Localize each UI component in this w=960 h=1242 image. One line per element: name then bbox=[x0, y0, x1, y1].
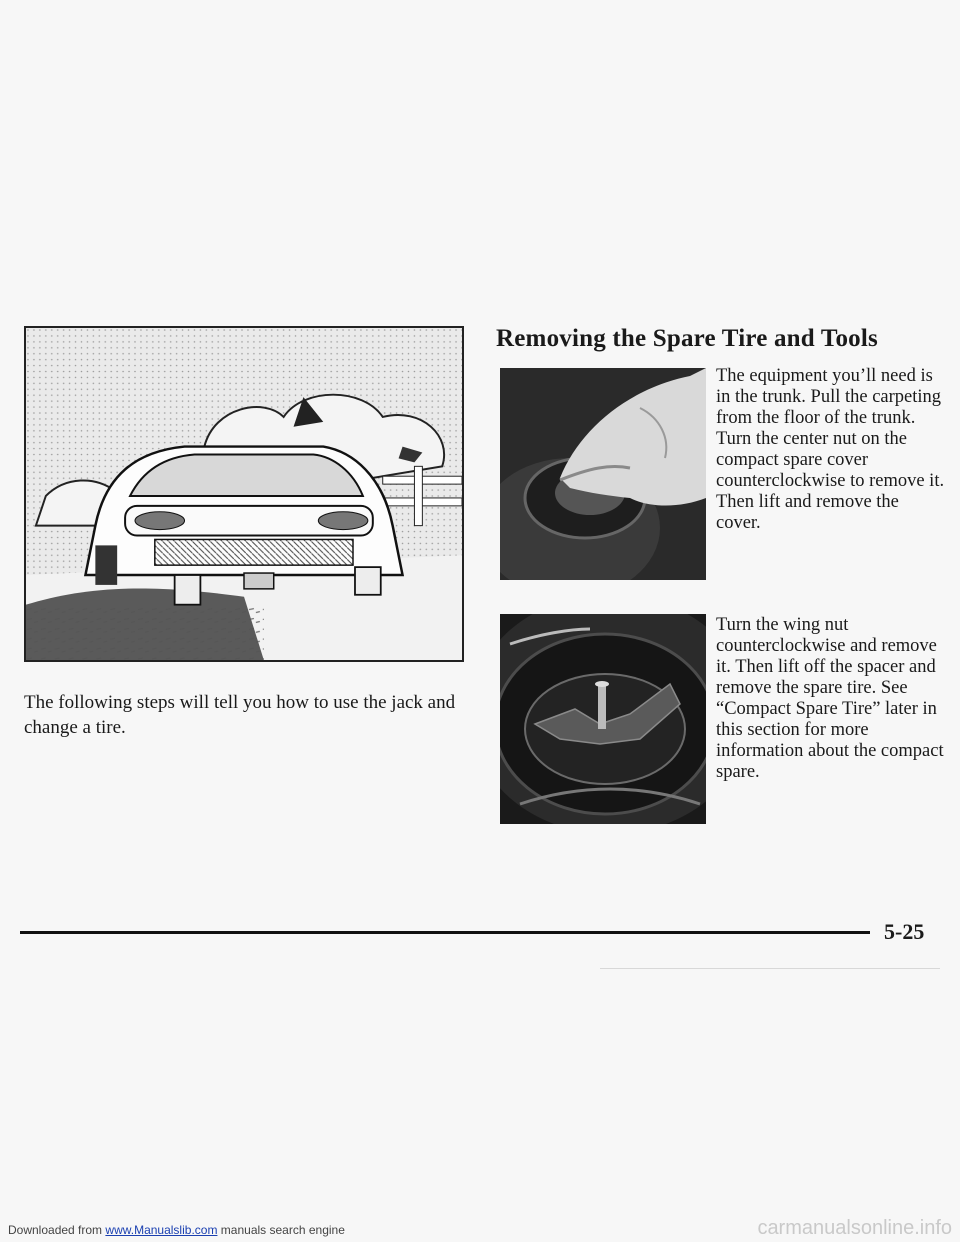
wing-nut-spacer-photo bbox=[500, 614, 706, 824]
section-title: Removing the Spare Tire and Tools bbox=[496, 325, 878, 352]
wing-nut-photo bbox=[500, 614, 706, 824]
car-illustration-drawing bbox=[26, 328, 462, 660]
watermark: carmanualsonline.info bbox=[757, 1217, 952, 1239]
step-1-text: The equipment you’ll need is in the trunk. Pull the carpeting from the floor of the trunk. Turn the center nut on the compact spare cover counterclockwise to remove it. Then lift and remove the cover. bbox=[716, 366, 945, 533]
spare-cover-center-nut-photo bbox=[500, 368, 706, 580]
download-source-header bbox=[8, 1222, 345, 1238]
download-prefix: Downloaded from bbox=[8, 1223, 103, 1237]
intro-paragraph: The following steps will tell you how to use the jack and change a tire. bbox=[24, 692, 456, 738]
hand-turning-nut-photo bbox=[500, 368, 706, 580]
step-2-text: Turn the wing nut counterclockwise and remove it. Then lift off the spacer and remove the spare tire. See “Compact Spare Tire” later in this section for more information about the compact spare. bbox=[716, 615, 944, 782]
faint-divider bbox=[600, 968, 940, 969]
footer-rule bbox=[20, 931, 870, 934]
page-number: 5-25 bbox=[884, 919, 925, 944]
car-on-blocks-illustration bbox=[24, 326, 464, 662]
download-suffix: manuals search engine bbox=[220, 1223, 345, 1237]
manualslib-link[interactable]: www.Manualslib.com bbox=[105, 1223, 218, 1237]
